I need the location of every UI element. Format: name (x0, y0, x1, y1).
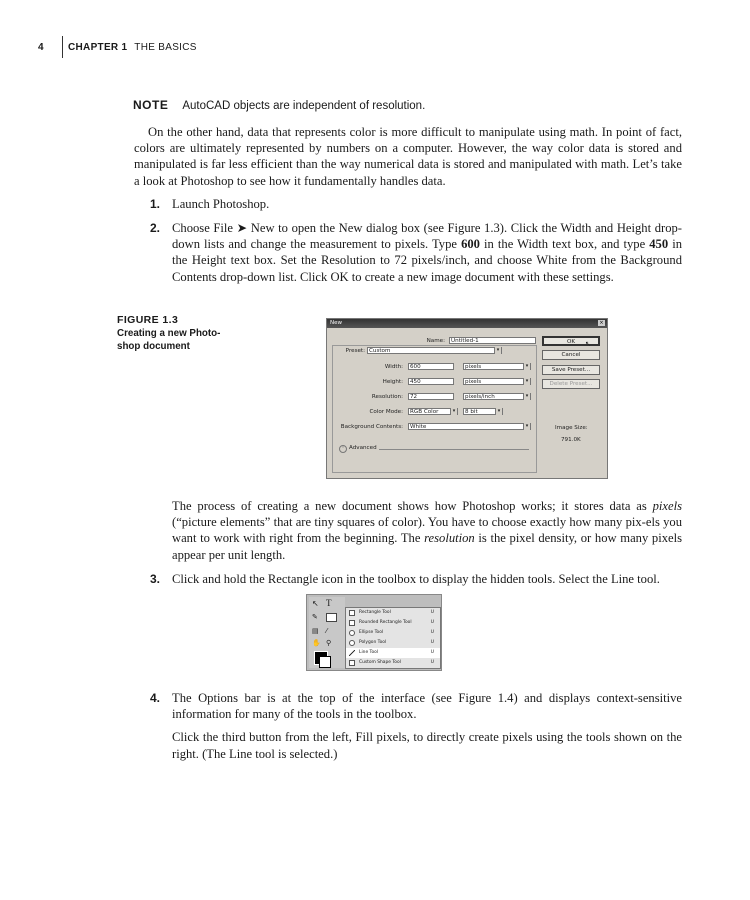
advanced-toggle[interactable]: Advanced (349, 445, 377, 451)
eyedropper-icon[interactable]: ⁄ (326, 627, 328, 635)
cancel-button[interactable]: Cancel (542, 350, 600, 360)
move-icon[interactable]: ↖ (312, 599, 319, 608)
width-unit-dropdown[interactable]: pixels ▾ (463, 363, 531, 370)
step-number: 3. (150, 572, 161, 586)
type-tool-icon[interactable]: T (326, 598, 332, 608)
shape-tool-icon (349, 620, 355, 626)
color-mode-label: Color Mode: (369, 409, 403, 415)
flyout-item-label: Custom Shape Tool (359, 660, 401, 665)
shape-tool-icon (349, 650, 355, 656)
tool-palette (309, 597, 345, 668)
name-field[interactable]: Untitled-1 (449, 337, 536, 344)
new-dialog (326, 318, 608, 479)
color-mode-dropdown[interactable]: RGB Color ▾ (408, 408, 458, 415)
flyout-item[interactable] (346, 648, 440, 658)
flyout-item-label: Rounded Rectangle Tool (359, 620, 412, 625)
image-size-label: Image Size: (555, 425, 588, 431)
preset-label: Preset: (345, 348, 365, 354)
running-header (38, 42, 197, 53)
shape-tool-icon (349, 660, 355, 666)
flyout-item-label: Ellipse Tool (359, 630, 384, 635)
background-dropdown[interactable]: White ▾ (408, 423, 531, 430)
zoom-icon[interactable]: ⚲ (326, 639, 332, 647)
shortcut-key: U (430, 650, 434, 655)
step-1 (150, 196, 682, 212)
step-3 (150, 571, 682, 587)
ok-button[interactable]: OK (542, 336, 600, 346)
resolution-field[interactable]: 72 (408, 393, 454, 400)
figure-caption (117, 314, 237, 353)
resolution-label: Resolution: (371, 394, 403, 400)
figure-caption-text: Creating a new Photo-shop document (117, 328, 221, 352)
note-label: NOTE (133, 98, 169, 112)
preset-dropdown[interactable]: Custom ▾ (367, 347, 502, 354)
step-2 (150, 220, 682, 285)
flyout-item-label: Polygon Tool (359, 640, 387, 645)
shortcut-key: U (430, 610, 434, 615)
shape-tool-icon (349, 640, 355, 646)
height-field[interactable]: 450 (408, 378, 454, 385)
cursor-icon: ↖ (585, 340, 591, 348)
notes-icon[interactable]: ▤ (312, 627, 319, 635)
note-text: AutoCAD objects are independent of resolution. (182, 100, 426, 112)
step-text: The Options bar is at the top of the interface (see Figure 1.4) and displays context-sensitive information for many of the tools in the toolbox. (172, 691, 682, 722)
name-label: Name: (426, 338, 445, 344)
shape-tool-icon (349, 610, 355, 616)
shortcut-key: U (430, 620, 434, 625)
paragraph-pixels: The process of creating a new document shows how Photoshop works; it stores data as pixels (“picture elements” that are tiny squares of color). You have to choose exactly how many pix-els you want to work with right from the beginning. The resolution is the pixel density, or how many pixels appear per unit length. (172, 499, 682, 562)
dialog-titlebar: New × (327, 319, 607, 328)
chapter-title: CHAPTER 1 THE BASICS (68, 42, 197, 53)
separator (379, 449, 529, 450)
step-4 (150, 690, 682, 762)
step-text: Choose File ➤ New to open the New dialog box (see Figure 1.3). Click the Width and Height drop-down lists and change the measurement to pixels. Type 600 in the Width text box, and type 450 in the Height text box. Set the Resolution to 72 pixels/inch, and choose White from the Background Contents drop-down list. Click OK to create a new image document with these settings. (172, 221, 682, 284)
hidden-tools-flyout (345, 607, 441, 669)
flyout-item[interactable] (346, 618, 440, 628)
dialog-settings-group (332, 345, 537, 473)
save-preset-button[interactable]: Save Preset... (542, 365, 600, 375)
shortcut-key: U (430, 630, 434, 635)
shape-tool-icon (349, 630, 355, 636)
width-field[interactable]: 600 (408, 363, 454, 370)
flyout-item[interactable] (346, 628, 440, 638)
delete-preset-button[interactable]: Delete Preset... (542, 379, 600, 389)
flyout-item-label: Rectangle Tool (359, 610, 391, 615)
step-number: 4. (150, 691, 161, 705)
step-number: 1. (150, 197, 161, 211)
page-number: 4 (38, 42, 44, 53)
flyout-item-label: Line Tool (359, 650, 379, 655)
resolution-unit-dropdown[interactable]: pixels/inch ▾ (463, 393, 531, 400)
note (133, 98, 425, 112)
figure-label: FIGURE 1.3 (117, 314, 179, 326)
close-icon[interactable]: × (599, 320, 604, 326)
image-size-value: 791.0K (561, 437, 581, 443)
toolbox-flyout-screenshot (306, 594, 442, 671)
step-number: 2. (150, 221, 161, 235)
pen-icon[interactable]: ✎ (312, 613, 318, 621)
chevron-down-icon[interactable]: ˅ (339, 445, 347, 453)
width-label: Width: (384, 364, 403, 370)
rectangle-tool-icon[interactable] (326, 613, 337, 622)
flyout-item[interactable] (346, 658, 440, 668)
background-color-swatch[interactable] (319, 656, 331, 668)
flyout-item[interactable] (346, 608, 440, 618)
background-label: Background Contents: (340, 424, 403, 430)
bit-depth-dropdown[interactable]: 8 bit ▾ (463, 408, 503, 415)
step-text-followup: Click the third button from the left, Fill pixels, to directly create pixels using the tools shown on the right. (The Line tool is selected.) (172, 730, 682, 761)
paragraph-intro: On the other hand, data that represents color is more difficult to manipulate using math. In point of fact, colors are ultimately represented by numbers on a computer. However, the way color data is stored and manipulated is far less efficient than the way numerical data is stored and manipulated with math. Let’s take a look at Photoshop to see how it fundamentally handles data. (134, 125, 682, 188)
step-text: Launch Photoshop. (172, 197, 270, 211)
height-label: Height: (382, 379, 403, 385)
step-text: Click and hold the Rectangle icon in the toolbox to display the hidden tools. Select the Line tool. (172, 572, 660, 586)
flyout-item[interactable] (346, 638, 440, 648)
hand-icon[interactable]: ✋ (312, 639, 321, 647)
shortcut-key: U (430, 640, 434, 645)
header-divider (62, 36, 63, 58)
shortcut-key: U (430, 660, 434, 665)
height-unit-dropdown[interactable]: pixels ▾ (463, 378, 531, 385)
